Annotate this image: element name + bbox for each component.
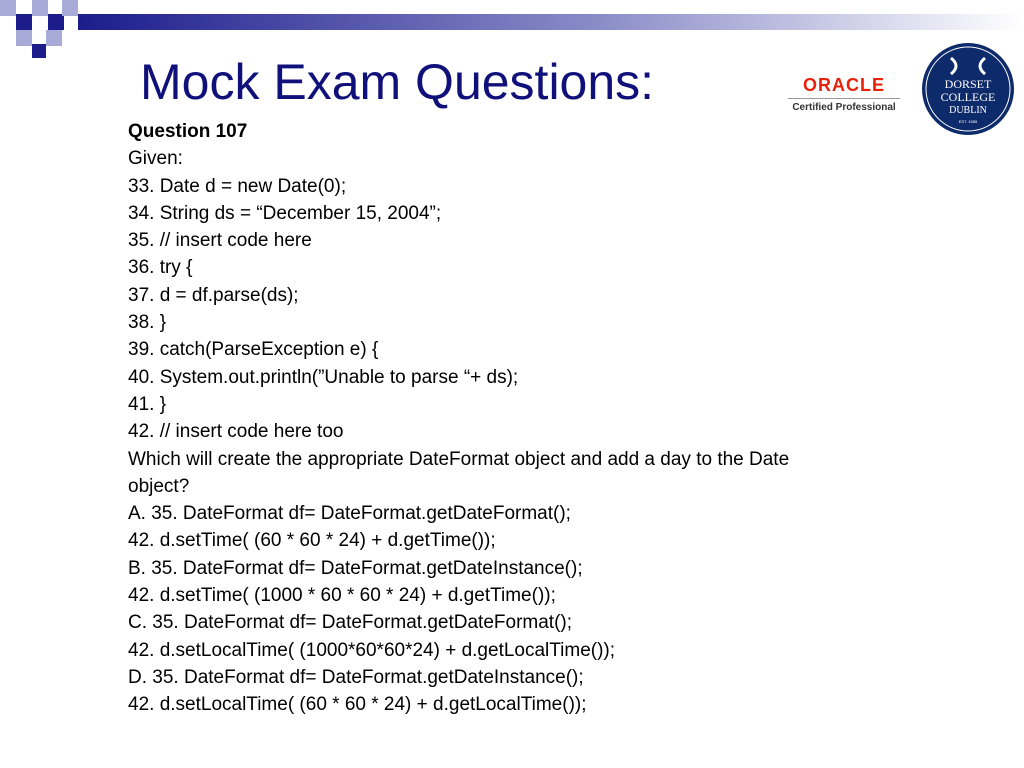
code-line: 42. // insert code here too	[128, 421, 344, 443]
code-line: 39. catch(ParseException e) {	[128, 339, 379, 361]
deco-square	[16, 14, 32, 30]
oracle-divider	[788, 98, 900, 99]
deco-square	[32, 44, 46, 58]
code-line: 33. Date d = new Date(0);	[128, 175, 347, 197]
deco-square	[48, 14, 64, 30]
oracle-wordmark: ORACLE	[803, 75, 885, 95]
deco-square	[62, 0, 78, 16]
question-heading: Question 107	[128, 121, 248, 142]
answer-option-c-line-2: 42. d.setLocalTime( (1000*60*60*24) + d.getLocalTime());	[128, 639, 616, 661]
answer-option-a-line-2: 42. d.setTime( (60 * 60 * 24) + d.getTime());	[128, 530, 496, 552]
code-line: 37. d = df.parse(ds);	[128, 284, 299, 306]
answer-option-d: D. 35. DateFormat df= DateFormat.getDateInstance();	[128, 666, 584, 688]
answer-option-b-line-2: 42. d.setTime( (1000 * 60 * 60 * 24) + d.getTime());	[128, 585, 556, 607]
code-line: 41. }	[128, 393, 167, 415]
seal-line-3: DUBLIN	[949, 105, 987, 116]
code-line: 40. System.out.println(”Unable to parse “+ ds);	[128, 366, 519, 388]
answer-option-d-line-2: 42. d.setLocalTime( (60 * 60 * 24) + d.getLocalTime());	[128, 694, 587, 716]
given-label: Given:	[128, 148, 183, 170]
header-gradient-bar	[78, 14, 1024, 30]
question-body	[128, 118, 1008, 719]
oracle-logo	[786, 74, 902, 118]
answer-option-c: C. 35. DateFormat df= DateFormat.getDateFormat();	[128, 612, 573, 634]
deco-square	[0, 0, 16, 16]
code-line: 35. // insert code here	[128, 230, 312, 252]
header-decoration	[0, 0, 1024, 60]
code-line: 34. String ds = “December 15, 2004”;	[128, 202, 442, 224]
deco-square	[16, 30, 32, 46]
answer-option-b: B. 35. DateFormat df= DateFormat.getDateInstance();	[128, 557, 583, 579]
code-line: 38. }	[128, 312, 167, 334]
oracle-subtitle: Certified Professional	[792, 102, 896, 113]
seal-line-2: COLLEGE	[940, 90, 996, 104]
answer-option-a: A. 35. DateFormat df= DateFormat.getDateFormat();	[128, 503, 571, 525]
seal-line-4: EST. 1985	[958, 119, 978, 124]
seal-line-1: DORSET	[944, 77, 992, 91]
code-line: 36. try {	[128, 257, 193, 279]
question-prompt: Which will create the appropriate DateFormat object and add a day to the Date object?	[128, 448, 790, 497]
slide-title: Mock Exam Questions:	[140, 54, 655, 110]
deco-square	[46, 30, 62, 46]
deco-square	[32, 0, 48, 16]
